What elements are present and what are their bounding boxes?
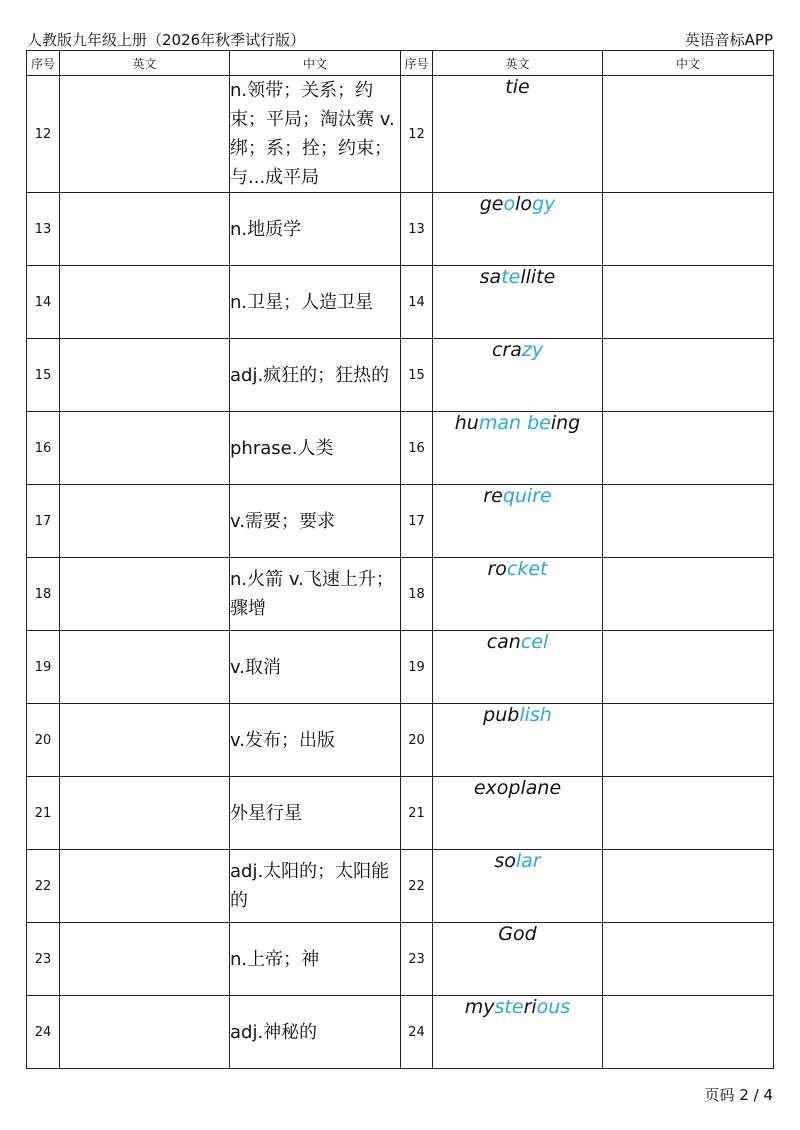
syllable-segment: ous: [536, 996, 571, 1018]
col-header-english: 英文: [433, 51, 603, 76]
chinese-meaning: adj.疯狂的；狂热的: [230, 339, 401, 412]
english-answer-cell[interactable]: [60, 558, 230, 631]
row-number: 19: [401, 631, 433, 704]
syllable-segment: my: [464, 996, 495, 1018]
english-word: [433, 412, 603, 485]
row-number: 18: [401, 558, 433, 631]
chinese-answer-cell[interactable]: [603, 485, 774, 558]
syllable-segment: tie: [505, 76, 530, 98]
syllable-segment: zy: [521, 339, 544, 361]
row-number: 24: [27, 996, 60, 1069]
col-header-english: 英文: [60, 51, 230, 76]
chinese-answer-cell[interactable]: [603, 266, 774, 339]
row-number: 14: [401, 266, 433, 339]
english-word: [433, 266, 603, 339]
syllable-segment: ing: [550, 412, 581, 434]
table-row: [27, 631, 774, 704]
table-row: [27, 412, 774, 485]
table-row: [27, 704, 774, 777]
row-number: 15: [27, 339, 60, 412]
row-number: 24: [401, 996, 433, 1069]
syllable-segment: ste: [494, 996, 524, 1018]
row-number: 23: [401, 923, 433, 996]
col-header-number: 序号: [27, 51, 60, 76]
syllable-segment: pub: [483, 704, 520, 726]
table-header-row: [27, 51, 774, 76]
english-word: [433, 558, 603, 631]
row-number: 13: [27, 193, 60, 266]
syllable-segment: cra: [491, 339, 522, 361]
english-answer-cell[interactable]: [60, 850, 230, 923]
chinese-meaning: n.卫星；人造卫星: [230, 266, 401, 339]
table-row: [27, 266, 774, 339]
english-word: [433, 193, 603, 266]
row-number: 17: [401, 485, 433, 558]
table-row: [27, 777, 774, 850]
table-row: [27, 76, 774, 193]
english-answer-cell[interactable]: [60, 485, 230, 558]
row-number: 12: [27, 76, 60, 193]
chinese-answer-cell[interactable]: [603, 412, 774, 485]
english-answer-cell[interactable]: [60, 412, 230, 485]
page-number: 页码 2 / 4: [704, 1086, 773, 1104]
syllable-segment: hu: [454, 412, 479, 434]
table-row: [27, 923, 774, 996]
english-word: [433, 777, 603, 850]
table-row: [27, 558, 774, 631]
chinese-meaning: adj.太阳的；太阳能的: [230, 850, 401, 923]
row-number: 22: [27, 850, 60, 923]
syllable-segment: ri: [523, 996, 537, 1018]
english-word: [433, 996, 603, 1069]
chinese-answer-cell[interactable]: [603, 996, 774, 1069]
chinese-meaning: v.取消: [230, 631, 401, 704]
row-number: 18: [27, 558, 60, 631]
chinese-meaning: n.领带；关系；约束；平局；淘汰赛 v.绑；系；拴；约束；与...成平局: [230, 76, 401, 193]
table-row: [27, 339, 774, 412]
syllable-segment: God: [498, 923, 537, 945]
col-header-chinese: 中文: [230, 51, 401, 76]
syllable-segment: gy: [531, 193, 556, 215]
english-answer-cell[interactable]: [60, 923, 230, 996]
row-number: 20: [401, 704, 433, 777]
row-number: 16: [401, 412, 433, 485]
row-number: 12: [401, 76, 433, 193]
row-number: 23: [27, 923, 60, 996]
english-answer-cell[interactable]: [60, 339, 230, 412]
row-number: 15: [401, 339, 433, 412]
row-number: 21: [401, 777, 433, 850]
syllable-segment: ge: [479, 193, 504, 215]
chinese-meaning: n.火箭 v.飞速上升；骤增: [230, 558, 401, 631]
chinese-answer-cell[interactable]: [603, 704, 774, 777]
english-answer-cell[interactable]: [60, 76, 230, 193]
row-number: 14: [27, 266, 60, 339]
chinese-answer-cell[interactable]: [603, 850, 774, 923]
vocab-table: [26, 50, 774, 1069]
syllable-segment: re: [483, 485, 503, 507]
row-number: 17: [27, 485, 60, 558]
col-header-chinese: 中文: [603, 51, 774, 76]
english-answer-cell[interactable]: [60, 777, 230, 850]
syllable-segment: quire: [502, 485, 552, 507]
table-row: [27, 193, 774, 266]
syllable-segment: lo: [515, 193, 532, 215]
syllable-segment: cket: [506, 558, 548, 580]
syllable-segment: o: [503, 193, 516, 215]
english-word: [433, 850, 603, 923]
english-word: [433, 631, 603, 704]
app-name: 英语音标APP: [684, 31, 773, 49]
chinese-meaning: adj.神秘的: [230, 996, 401, 1069]
document-title: 人教版九年级上册（2026年秋季试行版）: [27, 31, 306, 49]
chinese-meaning: phrase.人类: [230, 412, 401, 485]
syllable-segment: ro: [487, 558, 507, 580]
chinese-answer-cell[interactable]: [603, 923, 774, 996]
syllable-segment: exoplane: [473, 777, 562, 799]
syllable-segment: cel: [520, 631, 549, 653]
syllable-segment: lar: [515, 850, 541, 872]
english-answer-cell[interactable]: [60, 631, 230, 704]
chinese-answer-cell[interactable]: [603, 193, 774, 266]
english-answer-cell[interactable]: [60, 266, 230, 339]
syllable-segment: lish: [519, 704, 552, 726]
syllable-segment: man be: [478, 412, 551, 434]
row-number: 22: [401, 850, 433, 923]
chinese-meaning: 外星行星: [230, 777, 401, 850]
english-answer-cell[interactable]: [60, 704, 230, 777]
row-number: 20: [27, 704, 60, 777]
syllable-segment: sa: [479, 266, 502, 288]
chinese-meaning: v.需要；要求: [230, 485, 401, 558]
syllable-segment: so: [494, 850, 516, 872]
english-answer-cell[interactable]: [60, 193, 230, 266]
syllable-segment: can: [486, 631, 521, 653]
row-number: 19: [27, 631, 60, 704]
chinese-answer-cell[interactable]: [603, 76, 774, 193]
chinese-meaning: v.发布；出版: [230, 704, 401, 777]
english-word: [433, 704, 603, 777]
english-word: [433, 923, 603, 996]
syllable-segment: llite: [520, 266, 556, 288]
table-row: [27, 996, 774, 1069]
english-word: [433, 485, 603, 558]
english-word: [433, 339, 603, 412]
syllable-segment: te: [501, 266, 521, 288]
table-row: [27, 850, 774, 923]
table-row: [27, 485, 774, 558]
chinese-answer-cell[interactable]: [603, 558, 774, 631]
row-number: 13: [401, 193, 433, 266]
row-number: 21: [27, 777, 60, 850]
english-answer-cell[interactable]: [60, 996, 230, 1069]
chinese-answer-cell[interactable]: [603, 777, 774, 850]
row-number: 16: [27, 412, 60, 485]
english-word: [433, 76, 603, 193]
chinese-meaning: n.地质学: [230, 193, 401, 266]
chinese-meaning: n.上帝；神: [230, 923, 401, 996]
col-header-number: 序号: [401, 51, 433, 76]
chinese-answer-cell[interactable]: [603, 631, 774, 704]
chinese-answer-cell[interactable]: [603, 339, 774, 412]
